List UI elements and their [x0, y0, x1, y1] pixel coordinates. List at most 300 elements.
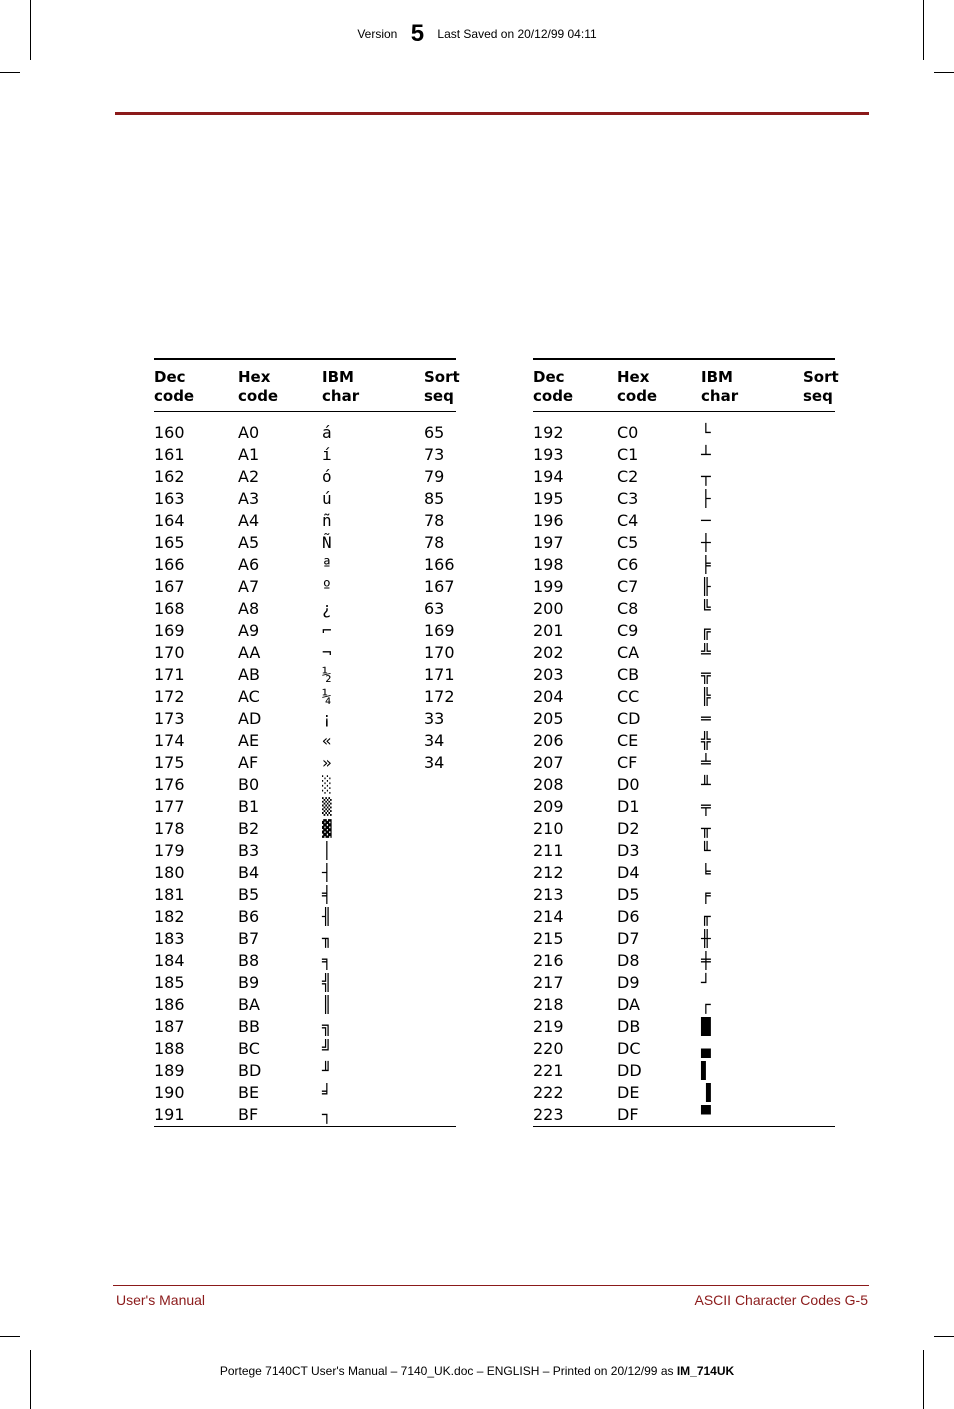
cell-hex: DC — [617, 1039, 641, 1058]
cell-sort — [424, 1104, 456, 1126]
cell-char: ó — [322, 467, 332, 486]
cell-hex: BB — [238, 1017, 260, 1036]
footer-left: User's Manual — [116, 1292, 206, 1308]
cell-dec: 196 — [533, 511, 564, 530]
cell-char: ╡ — [322, 885, 332, 904]
table-row — [154, 818, 456, 840]
cell-char: ⌐ — [322, 621, 332, 640]
page-header — [0, 20, 954, 48]
cell-char: ¼ — [322, 687, 332, 706]
cell-char: ┌ — [701, 995, 711, 1014]
cell-sort — [803, 466, 835, 488]
cell-char: ¬ — [322, 643, 332, 662]
cell-dec: 165 — [154, 533, 185, 552]
cell-dec: 186 — [154, 995, 185, 1014]
table-row — [154, 444, 456, 466]
cell-sort — [803, 708, 835, 730]
cell-sort — [424, 906, 456, 928]
cell-dec: 168 — [154, 599, 185, 618]
cell-dec: 163 — [154, 489, 185, 508]
cell-dec: 195 — [533, 489, 564, 508]
cell-char: í — [322, 445, 332, 464]
cell-char: ╠ — [701, 687, 711, 706]
crop-mark — [934, 1336, 954, 1337]
cell-char: ╚ — [701, 599, 711, 618]
cell-sort — [424, 950, 456, 972]
table-row — [533, 1038, 835, 1060]
cell-sort — [803, 532, 835, 554]
table-row — [533, 488, 835, 510]
table-row — [533, 554, 835, 576]
cell-hex: C8 — [617, 599, 639, 618]
cell-char: º — [322, 577, 332, 596]
table-row — [154, 1060, 456, 1082]
version-number: 5 — [410, 20, 425, 47]
cell-sort: 169 — [424, 621, 455, 640]
table-row — [533, 466, 835, 488]
version-label: Version — [357, 27, 398, 41]
cell-hex: C3 — [617, 489, 639, 508]
cell-sort — [424, 1082, 456, 1104]
table-row — [154, 862, 456, 884]
cell-dec: 215 — [533, 929, 564, 948]
cell-hex: AD — [238, 709, 262, 728]
cell-hex: D4 — [617, 863, 640, 882]
cell-hex: CD — [617, 709, 641, 728]
cell-char: ┘ — [701, 973, 711, 992]
cell-char: █ — [701, 1017, 711, 1036]
last-saved: Last Saved on 20/12/99 04:11 — [437, 27, 597, 41]
cell-char: ╣ — [322, 973, 332, 992]
cell-hex: D8 — [617, 951, 640, 970]
cell-hex: A3 — [238, 489, 260, 508]
cell-hex: B0 — [238, 775, 260, 794]
cell-char: └ — [701, 423, 711, 442]
table-row — [154, 972, 456, 994]
cell-sort: 63 — [424, 599, 445, 618]
cell-char: ─ — [701, 511, 711, 530]
table-row — [154, 488, 456, 510]
cell-hex: A0 — [238, 423, 260, 442]
table-row — [533, 1104, 835, 1126]
cell-dec: 177 — [154, 797, 185, 816]
cell-dec: 210 — [533, 819, 564, 838]
cell-hex: C4 — [617, 511, 639, 530]
table-row — [154, 686, 456, 708]
cell-dec: 220 — [533, 1039, 564, 1058]
cell-sort: 78 — [424, 533, 445, 552]
cell-hex: AB — [238, 665, 260, 684]
cell-hex: DE — [617, 1083, 640, 1102]
print-code: IM_714UK — [676, 1364, 735, 1378]
table-row — [533, 422, 835, 444]
table-row — [154, 1038, 456, 1060]
table-row — [154, 1082, 456, 1104]
table-row — [154, 422, 456, 444]
cell-sort: 85 — [424, 489, 445, 508]
cell-sort — [803, 488, 835, 510]
cell-dec: 164 — [154, 511, 185, 530]
table-row — [154, 1104, 456, 1126]
cell-char: ▀ — [701, 1105, 711, 1124]
table-row — [533, 1016, 835, 1038]
cell-sort — [424, 818, 456, 840]
cell-sort: 34 — [424, 731, 445, 750]
cell-char: ╕ — [322, 951, 332, 970]
cell-hex: BD — [238, 1061, 262, 1080]
cell-char: ╤ — [701, 797, 711, 816]
cell-hex: BE — [238, 1083, 260, 1102]
cell-dec: 182 — [154, 907, 185, 926]
cell-dec: 213 — [533, 885, 564, 904]
cell-dec: 183 — [154, 929, 185, 948]
col-header-sort: Sort seq — [424, 368, 460, 405]
cell-sort — [803, 818, 835, 840]
col-header-dec: Dec code — [154, 368, 195, 405]
crop-mark — [0, 1336, 20, 1337]
cell-dec: 218 — [533, 995, 564, 1014]
cell-char: ╖ — [322, 929, 332, 948]
table-row — [533, 576, 835, 598]
table-row — [533, 686, 835, 708]
cell-char: ▄ — [701, 1039, 711, 1058]
cell-sort — [803, 664, 835, 686]
cell-hex: A6 — [238, 555, 260, 574]
cell-char: ╧ — [701, 753, 711, 772]
cell-sort — [803, 686, 835, 708]
table-row — [533, 928, 835, 950]
table-row — [533, 1060, 835, 1082]
cell-dec: 180 — [154, 863, 185, 882]
cell-char: ╝ — [322, 1039, 332, 1058]
cell-dec: 212 — [533, 863, 564, 882]
ascii-table-left — [154, 358, 460, 1127]
cell-sort — [803, 1060, 835, 1082]
cell-hex: A5 — [238, 533, 260, 552]
cell-hex: DB — [617, 1017, 641, 1036]
cell-hex: CE — [617, 731, 639, 750]
cell-sort — [803, 576, 835, 598]
cell-hex: CF — [617, 753, 638, 772]
col-header-hex: Hex code — [238, 368, 279, 405]
cell-char: ¡ — [322, 709, 332, 728]
ascii-table-right — [533, 358, 839, 1127]
cell-sort — [803, 752, 835, 774]
cell-sort — [803, 510, 835, 532]
cell-sort — [803, 1016, 835, 1038]
cell-sort — [803, 840, 835, 862]
cell-char: ░ — [322, 775, 332, 794]
cell-char: ▓ — [322, 819, 332, 838]
cell-sort — [803, 862, 835, 884]
cell-char: │ — [322, 841, 332, 860]
cell-dec: 214 — [533, 907, 564, 926]
cell-char: ╙ — [701, 841, 711, 860]
table-row — [533, 444, 835, 466]
cell-hex: D2 — [617, 819, 640, 838]
print-text: Portege 7140CT User's Manual – 7140_UK.doc – ENGLISH – Printed on 20/12/99 as — [219, 1364, 677, 1378]
cell-dec: 192 — [533, 423, 564, 442]
table-row — [533, 840, 835, 862]
table-row — [154, 642, 456, 664]
table-row — [533, 664, 835, 686]
cell-dec: 179 — [154, 841, 185, 860]
cell-char: ╩ — [701, 643, 711, 662]
cell-dec: 188 — [154, 1039, 185, 1058]
cell-dec: 198 — [533, 555, 564, 574]
cell-dec: 160 — [154, 423, 185, 442]
crop-mark — [934, 72, 954, 73]
cell-char: ▌ — [701, 1061, 711, 1080]
table-row — [154, 994, 456, 1016]
cell-dec: 191 — [154, 1105, 185, 1124]
cell-sort: 171 — [424, 665, 455, 684]
cell-sort: 172 — [424, 687, 455, 706]
table-header — [533, 360, 839, 412]
table-row — [533, 906, 835, 928]
cell-char: ╒ — [701, 885, 711, 904]
table-body — [533, 412, 835, 1127]
table-row — [533, 862, 835, 884]
cell-char: ▒ — [322, 797, 332, 816]
cell-hex: A8 — [238, 599, 260, 618]
cell-dec: 190 — [154, 1083, 185, 1102]
cell-sort — [803, 444, 835, 466]
cell-char: ┴ — [701, 445, 711, 464]
table-row — [533, 752, 835, 774]
cell-hex: BF — [238, 1105, 259, 1124]
table-row — [154, 1016, 456, 1038]
cell-hex: CB — [617, 665, 640, 684]
cell-hex: AF — [238, 753, 259, 772]
cell-hex: B2 — [238, 819, 260, 838]
cell-char: ╜ — [322, 1061, 332, 1080]
cell-char: ½ — [322, 665, 332, 684]
cell-hex: D5 — [617, 885, 640, 904]
table-row — [533, 972, 835, 994]
cell-dec: 200 — [533, 599, 564, 618]
cell-hex: D3 — [617, 841, 640, 860]
cell-char: á — [322, 423, 332, 442]
cell-hex: C6 — [617, 555, 639, 574]
cell-char: ║ — [322, 995, 332, 1014]
cell-dec: 223 — [533, 1105, 564, 1124]
cell-dec: 206 — [533, 731, 564, 750]
cell-char: ┐ — [322, 1105, 332, 1124]
cell-sort — [803, 598, 835, 620]
cell-char: ┬ — [701, 467, 711, 486]
cell-sort: 79 — [424, 467, 445, 486]
cell-hex: B9 — [238, 973, 260, 992]
cell-sort — [424, 1016, 456, 1038]
cell-char: ┼ — [701, 533, 711, 552]
cell-sort — [424, 972, 456, 994]
table-row — [533, 708, 835, 730]
cell-hex: CC — [617, 687, 640, 706]
cell-char: ╦ — [701, 665, 711, 684]
table-row — [154, 664, 456, 686]
cell-char: ╘ — [701, 863, 711, 882]
cell-sort — [803, 972, 835, 994]
table-row — [154, 752, 456, 774]
cell-sort: 78 — [424, 511, 445, 530]
cell-dec: 197 — [533, 533, 564, 552]
cell-dec: 208 — [533, 775, 564, 794]
cell-hex: D0 — [617, 775, 640, 794]
cell-sort: 166 — [424, 555, 455, 574]
cell-dec: 219 — [533, 1017, 564, 1036]
table-row — [533, 642, 835, 664]
cell-hex: B6 — [238, 907, 260, 926]
cell-char: » — [322, 753, 332, 772]
cell-char: ú — [322, 489, 332, 508]
table-row — [154, 576, 456, 598]
cell-dec: 204 — [533, 687, 564, 706]
cell-sort — [803, 642, 835, 664]
cell-char: ╓ — [701, 907, 711, 926]
cell-sort — [424, 994, 456, 1016]
table-row — [533, 950, 835, 972]
cell-char: ╫ — [701, 929, 711, 948]
cell-sort — [424, 1038, 456, 1060]
cell-dec: 170 — [154, 643, 185, 662]
cell-char: « — [322, 731, 332, 750]
cell-sort — [803, 620, 835, 642]
cell-sort — [424, 774, 456, 796]
crop-mark — [923, 1350, 924, 1409]
cell-dec: 205 — [533, 709, 564, 728]
cell-hex: DF — [617, 1105, 639, 1124]
table-row — [533, 510, 835, 532]
table-row — [154, 884, 456, 906]
cell-dec: 209 — [533, 797, 564, 816]
cell-sort — [803, 796, 835, 818]
cell-char: ª — [322, 555, 332, 574]
table-row — [533, 598, 835, 620]
cell-hex: A2 — [238, 467, 260, 486]
table-row — [154, 620, 456, 642]
cell-char: ▐ — [701, 1083, 711, 1102]
cell-dec: 167 — [154, 577, 185, 596]
table-row — [154, 796, 456, 818]
cell-hex: BC — [238, 1039, 260, 1058]
table-row — [154, 730, 456, 752]
table-body — [154, 412, 456, 1127]
cell-char: ╬ — [701, 731, 711, 750]
cell-char: ╛ — [322, 1083, 332, 1102]
cell-hex: B7 — [238, 929, 260, 948]
cell-hex: A4 — [238, 511, 260, 530]
cell-dec: 184 — [154, 951, 185, 970]
cell-dec: 169 — [154, 621, 185, 640]
table-row — [154, 598, 456, 620]
cell-dec: 202 — [533, 643, 564, 662]
table-row — [533, 1082, 835, 1104]
table-row — [154, 466, 456, 488]
cell-sort — [424, 840, 456, 862]
cell-dec: 207 — [533, 753, 564, 772]
cell-hex: D7 — [617, 929, 640, 948]
cell-sort — [803, 774, 835, 796]
cell-hex: AE — [238, 731, 260, 750]
cell-hex: C1 — [617, 445, 639, 464]
cell-dec: 161 — [154, 445, 185, 464]
cell-dec: 201 — [533, 621, 564, 640]
cell-hex: A9 — [238, 621, 260, 640]
col-header-char: IBM char — [322, 368, 360, 405]
cell-dec: 203 — [533, 665, 564, 684]
cell-hex: C2 — [617, 467, 639, 486]
cell-dec: 187 — [154, 1017, 185, 1036]
cell-sort — [803, 884, 835, 906]
cell-dec: 162 — [154, 467, 185, 486]
cell-sort — [803, 1104, 835, 1126]
table-row — [154, 906, 456, 928]
table-row — [154, 554, 456, 576]
table-row — [154, 928, 456, 950]
cell-sort: 33 — [424, 709, 445, 728]
cell-sort — [803, 950, 835, 972]
cell-hex: B5 — [238, 885, 260, 904]
cell-sort — [803, 1038, 835, 1060]
cell-dec: 194 — [533, 467, 564, 486]
cell-hex: DD — [617, 1061, 642, 1080]
cell-sort — [803, 994, 835, 1016]
table-row — [533, 884, 835, 906]
cell-hex: BA — [238, 995, 260, 1014]
cell-dec: 175 — [154, 753, 185, 772]
cell-sort: 167 — [424, 577, 455, 596]
cell-dec: 189 — [154, 1061, 185, 1080]
cell-hex: A7 — [238, 577, 260, 596]
crop-mark — [0, 72, 20, 73]
table-row — [533, 796, 835, 818]
cell-dec: 176 — [154, 775, 185, 794]
table-row — [154, 532, 456, 554]
print-line — [0, 1364, 954, 1378]
cell-hex: C0 — [617, 423, 639, 442]
cell-dec: 221 — [533, 1061, 564, 1080]
cell-char: ╢ — [322, 907, 332, 926]
table-row — [154, 510, 456, 532]
cell-dec: 185 — [154, 973, 185, 992]
footer-right: ASCII Character Codes G-5 — [694, 1292, 868, 1308]
cell-sort — [803, 1082, 835, 1104]
cell-dec: 173 — [154, 709, 185, 728]
cell-sort — [803, 554, 835, 576]
cell-hex: B4 — [238, 863, 260, 882]
table-row — [533, 730, 835, 752]
cell-char: ├ — [701, 489, 711, 508]
cell-hex: B1 — [238, 797, 260, 816]
cell-char: ┤ — [322, 863, 332, 882]
cell-hex: DA — [617, 995, 640, 1014]
cell-hex: D1 — [617, 797, 640, 816]
cell-hex: B3 — [238, 841, 260, 860]
cell-sort — [424, 1060, 456, 1082]
col-header-char: IBM char — [701, 368, 739, 405]
cell-char: ñ — [322, 511, 332, 530]
cell-dec: 174 — [154, 731, 185, 750]
cell-dec: 222 — [533, 1083, 564, 1102]
cell-dec: 217 — [533, 973, 564, 992]
cell-char: ╟ — [701, 577, 711, 596]
cell-hex: B8 — [238, 951, 260, 970]
cell-hex: AC — [238, 687, 260, 706]
cell-hex: C5 — [617, 533, 639, 552]
table-row — [533, 620, 835, 642]
cell-dec: 178 — [154, 819, 185, 838]
